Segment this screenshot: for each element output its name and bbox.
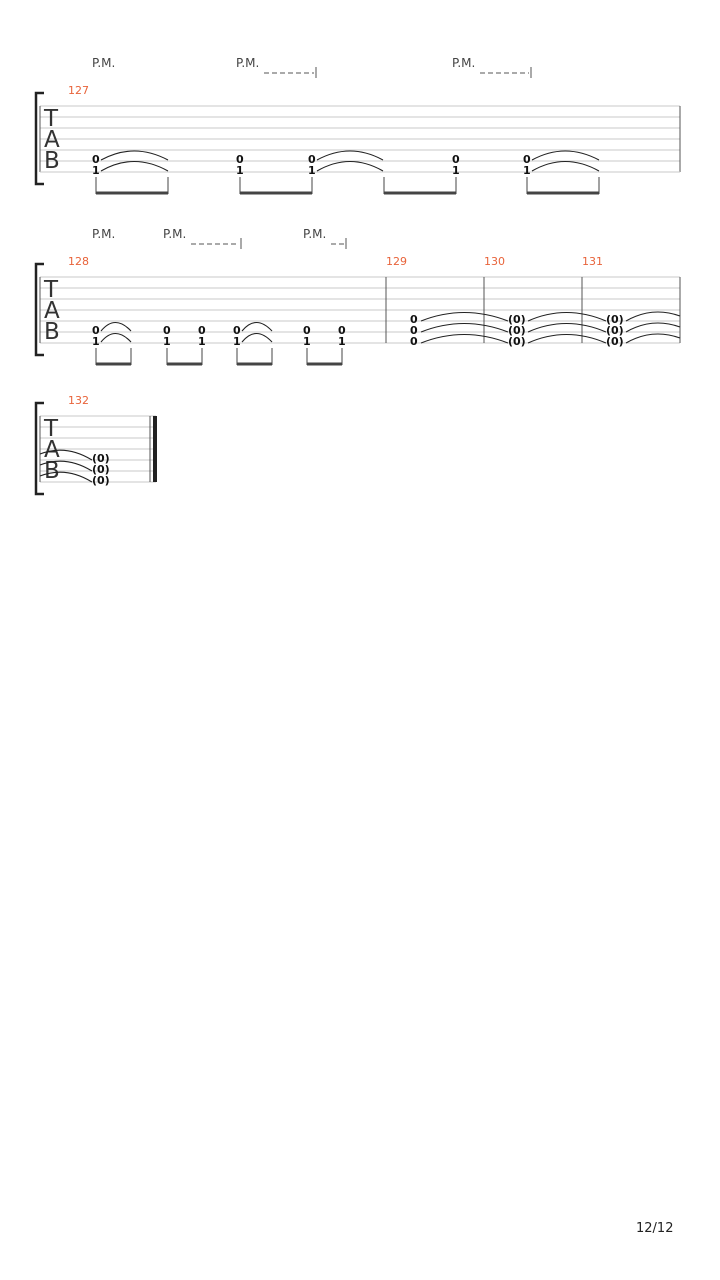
tab-letter-a: A bbox=[44, 298, 60, 324]
rhythm-beams bbox=[96, 177, 599, 194]
fret-number: 1 bbox=[523, 164, 531, 177]
measure-number: 132 bbox=[68, 394, 89, 407]
fret-number: (0) bbox=[92, 474, 110, 487]
tie bbox=[421, 324, 508, 333]
fret-number: 1 bbox=[163, 335, 171, 348]
tab-letter-b: B bbox=[44, 458, 60, 484]
fret-number: (0) bbox=[508, 313, 526, 326]
palm-mute-label: P.M. bbox=[92, 227, 116, 241]
measure-number: 129 bbox=[386, 255, 407, 268]
fret-number: 1 bbox=[198, 335, 206, 348]
tab-letter-a: A bbox=[44, 127, 60, 153]
fret-number: (0) bbox=[508, 335, 526, 348]
tie bbox=[421, 335, 508, 344]
page-number: 12/12 bbox=[636, 1221, 674, 1236]
palm-mute-label: P.M. bbox=[236, 56, 260, 70]
palm-mute-label: P.M. bbox=[303, 227, 327, 241]
fret-number: (0) bbox=[508, 324, 526, 337]
fret-number: 0 bbox=[92, 324, 100, 337]
system-3 bbox=[36, 394, 157, 494]
tab-letter-t: T bbox=[44, 277, 59, 303]
measure-number: 128 bbox=[68, 255, 89, 268]
system-1 bbox=[36, 56, 680, 194]
tie bbox=[626, 323, 680, 332]
fret-number: (0) bbox=[92, 463, 110, 476]
tab-letter-b: B bbox=[44, 319, 60, 345]
rhythm-beams bbox=[96, 348, 342, 365]
tie bbox=[101, 151, 168, 160]
tab-letter-t: T bbox=[44, 106, 59, 132]
tie bbox=[242, 323, 272, 332]
tie bbox=[532, 162, 599, 172]
fret-number: 0 bbox=[303, 324, 311, 337]
fret-number: 0 bbox=[410, 324, 418, 337]
fret-number: 0 bbox=[410, 313, 418, 326]
fret-number: 1 bbox=[236, 164, 244, 177]
tie bbox=[101, 323, 131, 332]
palm-mute-label: P.M. bbox=[92, 56, 116, 70]
fret-number: 1 bbox=[92, 335, 100, 348]
fret-number: 0 bbox=[233, 324, 241, 337]
fret-number: 0 bbox=[523, 153, 531, 166]
tie bbox=[532, 151, 599, 160]
tie bbox=[626, 312, 680, 321]
fret-number: (0) bbox=[92, 452, 110, 465]
fret-number: 1 bbox=[308, 164, 316, 177]
fret-number: 0 bbox=[92, 153, 100, 166]
tie bbox=[101, 334, 131, 343]
tie bbox=[528, 324, 606, 333]
tab-letter-b: B bbox=[44, 148, 60, 174]
fret-number: (0) bbox=[606, 335, 624, 348]
fret-number: 0 bbox=[308, 153, 316, 166]
fret-number: 0 bbox=[452, 153, 460, 166]
measure-number: 130 bbox=[484, 255, 505, 268]
fret-number: 1 bbox=[338, 335, 346, 348]
palm-mute-label: P.M. bbox=[452, 56, 476, 70]
tab-letter-t: T bbox=[44, 416, 59, 442]
tablature-score bbox=[0, 0, 720, 560]
tie bbox=[421, 313, 508, 322]
fret-number: (0) bbox=[606, 313, 624, 326]
tab-letter-a: A bbox=[44, 437, 60, 463]
fret-number: 1 bbox=[452, 164, 460, 177]
tie bbox=[317, 162, 383, 172]
tie bbox=[242, 334, 272, 343]
tie bbox=[528, 313, 606, 322]
fret-number: 0 bbox=[163, 324, 171, 337]
fret-number: 0 bbox=[236, 153, 244, 166]
fret-number: 0 bbox=[338, 324, 346, 337]
fret-number: 1 bbox=[92, 164, 100, 177]
final-barline-thick bbox=[153, 416, 157, 482]
tie bbox=[317, 151, 383, 160]
tie bbox=[101, 162, 168, 172]
system-2 bbox=[36, 227, 680, 365]
measure-number: 127 bbox=[68, 84, 89, 97]
fret-number: (0) bbox=[606, 324, 624, 337]
fret-number: 0 bbox=[198, 324, 206, 337]
fret-number: 1 bbox=[303, 335, 311, 348]
staff bbox=[40, 277, 680, 343]
measure-number: 131 bbox=[582, 255, 603, 268]
fret-number: 1 bbox=[233, 335, 241, 348]
tie bbox=[626, 334, 680, 343]
fret-number: 0 bbox=[410, 335, 418, 348]
tie bbox=[528, 335, 606, 344]
palm-mute-label: P.M. bbox=[163, 227, 187, 241]
